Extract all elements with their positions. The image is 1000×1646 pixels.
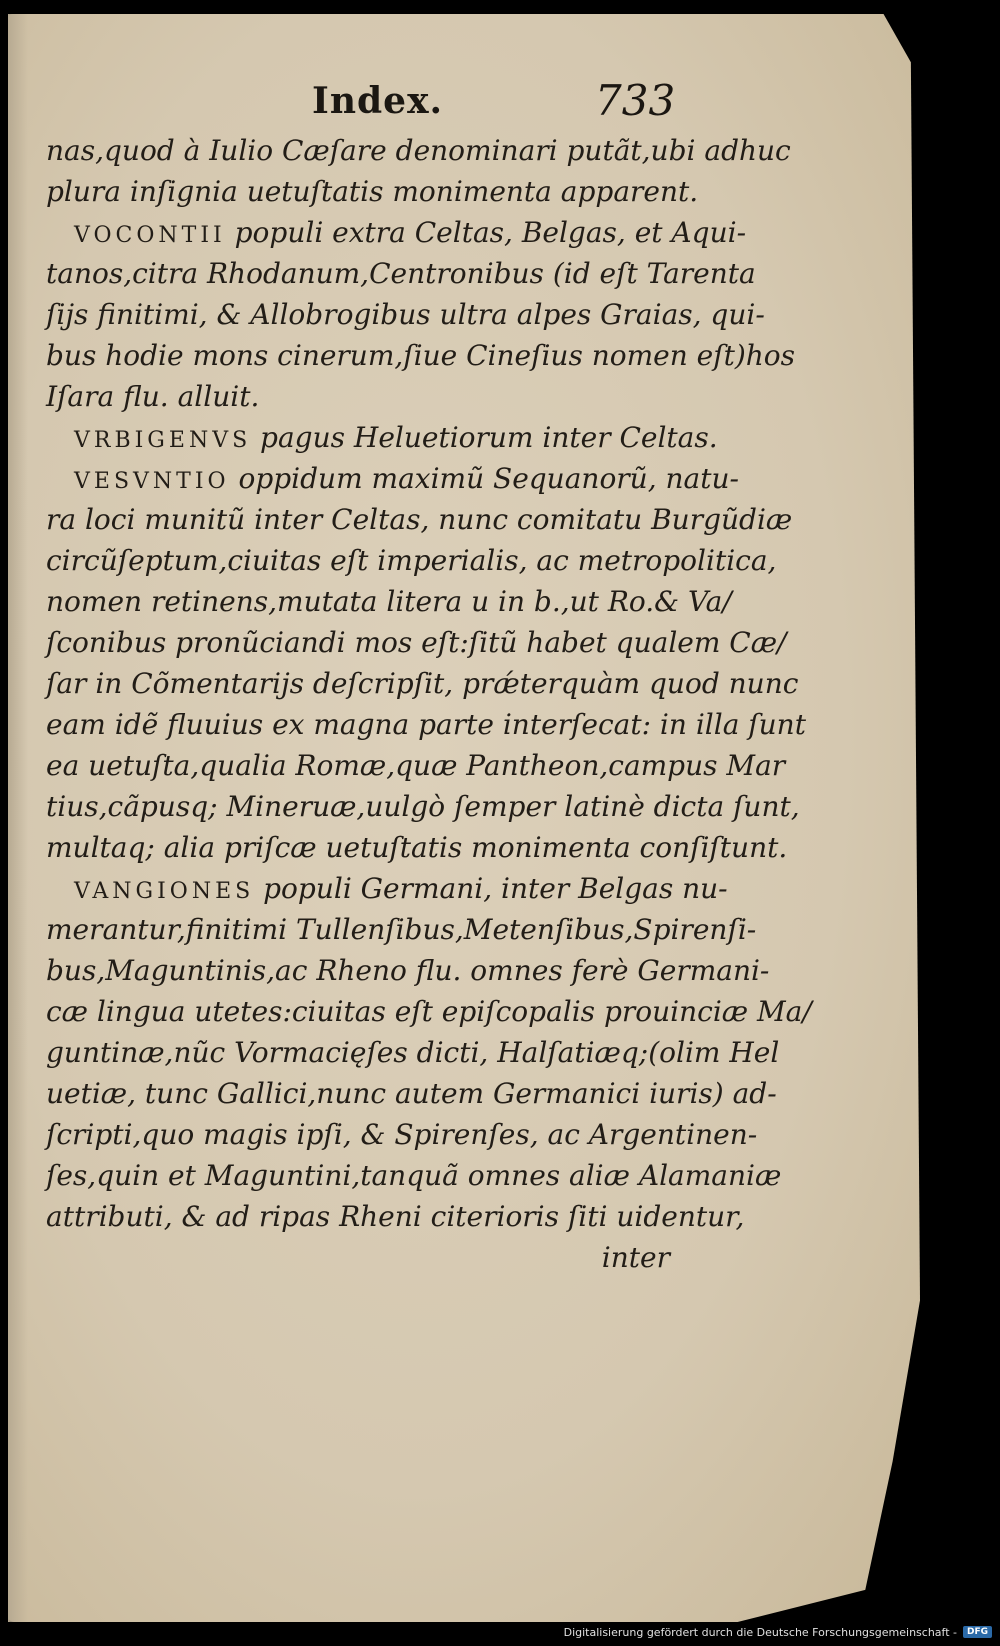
text-line <box>46 130 791 171</box>
line-text: ſijs finitimi, & Allobrogibus ultra alpes Graias, qui- <box>46 298 765 331</box>
entry-keyword: VANGIONES <box>74 879 255 904</box>
entry-first-line <box>46 458 739 499</box>
page-gutter <box>8 14 28 1622</box>
line-text: populi extra Celtas, Belgas, et Aqui- <box>225 216 747 249</box>
line-text: pagus Heluetiorum inter Celtas. <box>251 421 718 454</box>
text-line <box>46 950 770 991</box>
line-text: ea uetuſta,qualia Romæ,quæ Pantheon,campus Mar <box>46 749 786 782</box>
text-line <box>46 827 788 868</box>
dfg-credit: Digitalisierung gefördert durch die Deutsche Forschungsgemeinschaft - <box>563 1625 957 1639</box>
line-text: circũſeptum,ciuitas eſt imperialis, ac metropolitica, <box>46 544 777 577</box>
entry-keyword: VESVNTIO <box>74 469 230 494</box>
line-text: ſcripti,quo magis ipſi, & Spirenſes, ac Argentinen- <box>46 1118 758 1151</box>
text-line <box>46 499 793 540</box>
text-line <box>46 745 786 786</box>
line-text: ſconibus pronũciandi mos eſt:ſitũ habet qualem Cæ/ <box>46 626 787 659</box>
line-text: guntinæ,nũc Vormacięſes dicti, Halſatiæq;(olim Hel <box>46 1036 780 1069</box>
text-line <box>46 294 765 335</box>
line-text: uetiæ, tunc Gallici,nunc autem Germanici iuris) ad- <box>46 1077 777 1110</box>
entry-first-line <box>46 417 718 458</box>
text-line <box>46 540 777 581</box>
text-line <box>46 622 787 663</box>
line-text: multaq; alia priſcæ uetuſtatis monimenta conſiſtunt. <box>46 831 788 864</box>
line-text: attributi, & ad ripas Rheni citerioris ſiti uidentur, <box>46 1200 745 1233</box>
dfg-logo-icon: DFG <box>963 1626 992 1638</box>
text-line <box>46 704 806 745</box>
line-text: merantur,finitimi Tullenſibus,Metenſibus,Spirenſi- <box>46 913 757 946</box>
line-text: Iſara flu. alluit. <box>46 380 260 413</box>
entry-first-line <box>46 868 728 909</box>
page-header <box>0 70 1000 130</box>
line-text: bus,Maguntinis,ac Rheno flu. omnes ferè Germani- <box>46 954 770 987</box>
line-text: eam idẽ fluuius ex magna parte interſecat: in illa ſunt <box>46 708 806 741</box>
text-line <box>46 171 699 212</box>
line-text: nomen retinens,mutata litera u in b.,ut Ro.& Va/ <box>46 585 732 618</box>
line-text: plura inſignia uetuſtatis monimenta apparent. <box>46 175 699 208</box>
text-line <box>46 786 800 827</box>
entry-keyword: VOCONTII <box>74 223 226 248</box>
text-line <box>46 253 756 294</box>
text-line <box>46 909 757 950</box>
index-text <box>46 130 812 1278</box>
text-line <box>46 1114 758 1155</box>
line-text: ſar in Cõmentarijs deſcripſit, prǽterquàm quod nunc <box>46 667 799 700</box>
catchword: inter <box>601 1241 670 1274</box>
running-title: Index. <box>312 80 444 122</box>
line-text: tanos,citra Rhodanum,Centronibus (id eſt Tarenta <box>46 257 756 290</box>
text-line <box>46 376 682 417</box>
entry-first-line <box>46 212 747 253</box>
text-line <box>46 581 732 622</box>
text-line <box>46 1073 777 1114</box>
text-line <box>46 335 796 376</box>
line-text: nas,quod à Iulio Cæſare denominari putãt,ubi adhuc <box>46 134 791 167</box>
line-text: ra loci munitũ inter Celtas, nunc comitatu Burgũdiæ <box>46 503 793 536</box>
text-line <box>46 1155 782 1196</box>
line-text: tius,cãpusq; Mineruæ,uulgò ſemper latinè dicta ſunt, <box>46 790 800 823</box>
text-line <box>46 1032 780 1073</box>
text-line <box>46 991 812 1032</box>
page-number: 733 <box>595 76 676 125</box>
line-text: oppidum maximũ Sequanorũ, natu- <box>229 462 739 495</box>
line-text: bus hodie mons cinerum,ſiue Cineſius nomen eſt)hos <box>46 339 796 372</box>
footer <box>564 1624 992 1640</box>
line-text: ſes,quin et Maguntini,tanquã omnes aliæ Alamaniæ <box>46 1159 782 1192</box>
text-line <box>46 663 799 704</box>
text-line <box>46 1196 745 1237</box>
line-text: populi Germani, inter Belgas nu- <box>254 872 728 905</box>
entry-keyword: VRBIGENVS <box>74 428 252 453</box>
line-text: cæ lingua utetes:ciuitas eſt epiſcopalis prouinciæ Ma/ <box>46 995 812 1028</box>
